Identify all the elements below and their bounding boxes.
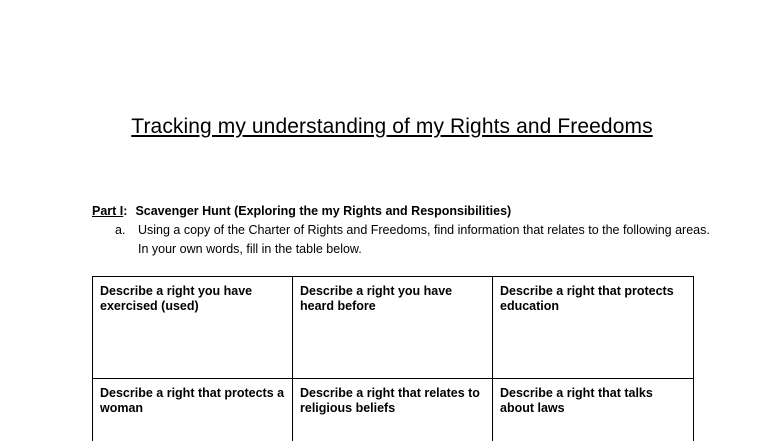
part-heading <box>92 203 732 219</box>
list-marker: a. <box>115 223 126 237</box>
part-title: Scavenger Hunt (Exploring the my Rights and Responsibilities) <box>135 204 512 218</box>
table-cell-prompt[interactable]: Describe a right that protects a woman <box>93 379 293 441</box>
part-separator: : <box>123 204 128 218</box>
table-row <box>93 379 694 441</box>
table-cell-prompt[interactable]: Describe a right that protects education <box>493 277 694 379</box>
scavenger-hunt-table <box>92 276 694 441</box>
table-cell-prompt[interactable]: Describe a right you have exercised (used) <box>93 277 293 379</box>
instruction-item <box>115 221 715 259</box>
page-title: Tracking my understanding of my Rights and Freedoms <box>131 115 653 138</box>
table-cell-prompt[interactable]: Describe a right that relates to religious beliefs <box>293 379 493 441</box>
table-row <box>93 277 694 379</box>
part-label: Part I <box>92 204 124 218</box>
table-cell-prompt[interactable]: Describe a right that talks about laws <box>493 379 694 441</box>
instruction-text: Using a copy of the Charter of Rights and Freedoms, find information that relates to the following areas. In your own words, fill in the table below. <box>138 223 710 256</box>
table-cell-prompt[interactable]: Describe a right you have heard before <box>293 277 493 379</box>
